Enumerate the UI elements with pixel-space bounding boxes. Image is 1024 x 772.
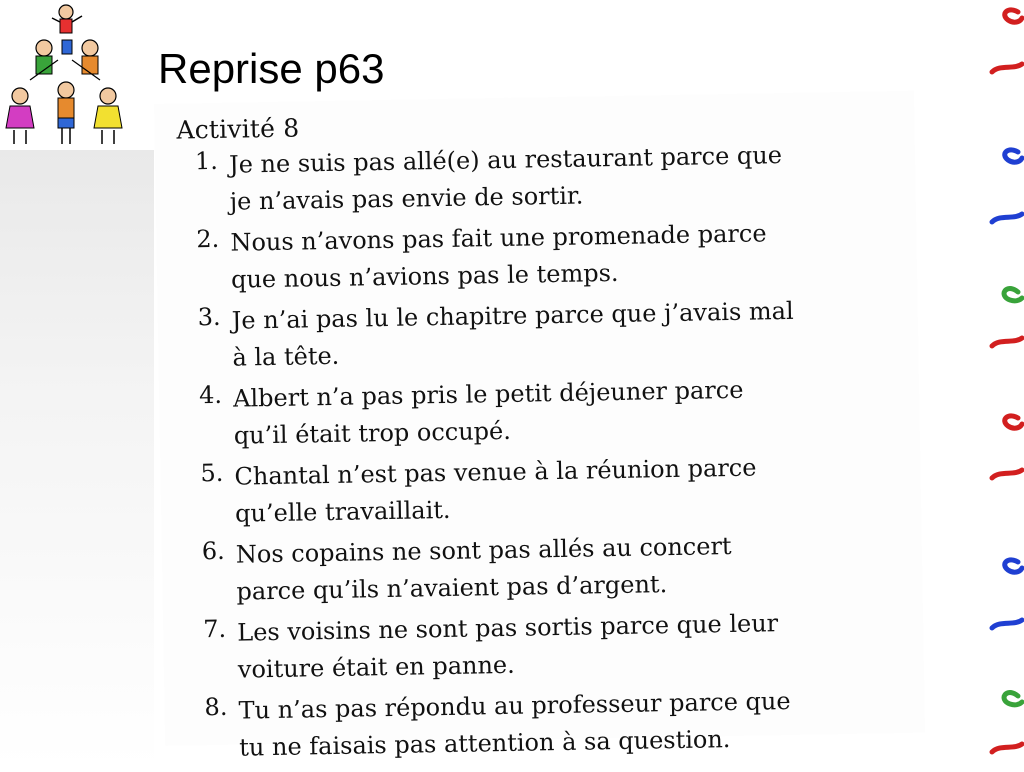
item-line-1: Nos copains ne sont pas allés au concert — [235, 531, 732, 569]
item-line-1: Nous n’avons pas fait une promenade parce — [230, 219, 767, 257]
activity-heading: Activité 8 — [176, 113, 300, 145]
list-item — [203, 603, 904, 689]
item-line-1: Je ne suis pas allé(e) au restaurant parce que — [228, 141, 783, 179]
item-number: 3. — [197, 302, 221, 332]
item-number: 5. — [200, 458, 224, 488]
list-item — [204, 681, 905, 767]
item-line-2: que nous n’avions pas le temps. — [230, 258, 619, 294]
item-line-2: tu ne faisais pas attention à sa question. — [239, 725, 731, 762]
item-number: 1. — [194, 146, 219, 176]
slide-title: Reprise p63 — [158, 45, 385, 92]
scanned-exercise-page — [154, 91, 925, 762]
item-line-2: qu’il était trop occupé. — [233, 416, 512, 450]
item-line-1: Je n’ai pas lu le chapitre parce que j’avais mal — [231, 296, 794, 335]
item-line-1: Les voisins ne sont pas sortis parce que leur — [236, 609, 779, 647]
item-line-2: voiture était en panne. — [237, 650, 515, 684]
kids-pyramid-illustration-icon — [0, 0, 130, 150]
item-line-1: Tu n’as pas répondu au professeur parce que — [238, 686, 791, 725]
item-line-1: Albert n’a pas pris le petit déjeuner parce — [232, 375, 744, 413]
item-number: 8. — [204, 692, 228, 722]
list-item — [195, 135, 896, 221]
list-item — [202, 525, 903, 611]
swirl-decoration-icon — [984, 0, 1024, 768]
item-line-2: à la tête. — [232, 341, 340, 372]
list-item — [200, 447, 901, 533]
item-line-2: parce qu’ils n’avaient pas d’argent. — [236, 570, 668, 606]
item-line-1: Chantal n’est pas venue à la réunion parce — [234, 453, 757, 491]
item-number: 2. — [196, 224, 220, 254]
exercise-list — [195, 135, 906, 771]
item-line-2: je n’avais pas envie de sortir. — [229, 181, 584, 216]
item-number: 6. — [201, 536, 225, 566]
item-number: 4. — [198, 380, 223, 410]
list-item — [199, 369, 900, 455]
item-number: 7. — [202, 614, 227, 644]
list-item — [196, 213, 897, 299]
list-item — [197, 291, 898, 377]
left-background-band — [0, 150, 154, 768]
item-line-2: qu’elle travaillait. — [234, 495, 451, 528]
